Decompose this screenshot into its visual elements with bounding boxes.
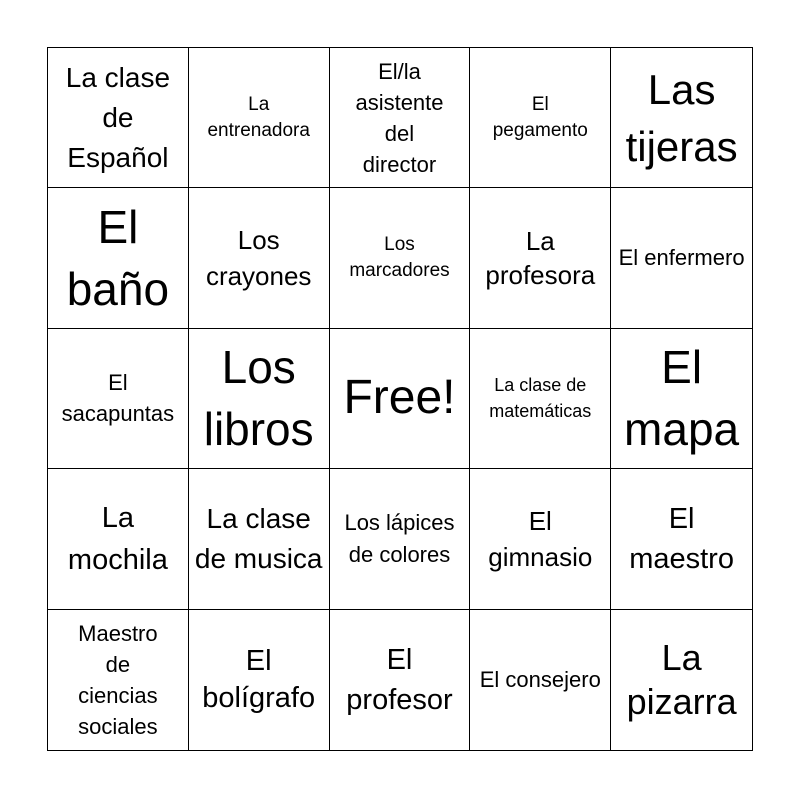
cell-label: La clase de musica xyxy=(194,502,323,574)
bingo-cell[interactable] xyxy=(48,329,189,469)
bingo-cell[interactable] xyxy=(611,48,752,188)
cell-label: El profesor xyxy=(346,643,453,716)
bingo-cell[interactable] xyxy=(48,469,189,609)
cell-label: El/la asistente del director xyxy=(355,58,444,177)
bingo-cell[interactable] xyxy=(330,329,471,469)
cell-label: El sacapuntas xyxy=(61,370,175,427)
bingo-cell[interactable] xyxy=(611,610,752,750)
cell-label: El mapa xyxy=(624,341,740,456)
bingo-cell[interactable] xyxy=(189,469,330,609)
bingo-cell[interactable] xyxy=(48,48,189,188)
cell-label: Los marcadores xyxy=(349,234,450,282)
cell-label: La mochila xyxy=(67,501,168,576)
bingo-cell[interactable] xyxy=(330,610,471,750)
cell-label: La profesora xyxy=(485,226,596,291)
cell-label: La entrenadora xyxy=(207,93,310,141)
cell-label: Las tijeras xyxy=(625,65,738,170)
cell-label: La pizarra xyxy=(626,636,737,722)
bingo-cell[interactable] xyxy=(330,48,471,188)
cell-label: El pegamento xyxy=(492,93,588,141)
bingo-cell[interactable] xyxy=(189,329,330,469)
bingo-cell[interactable] xyxy=(189,610,330,750)
cell-label: Los lápices de colores xyxy=(344,509,455,567)
bingo-cell[interactable] xyxy=(330,469,471,609)
bingo-cell[interactable] xyxy=(611,329,752,469)
bingo-cell[interactable] xyxy=(470,188,611,328)
cell-label: El maestro xyxy=(629,502,734,575)
bingo-cell[interactable] xyxy=(48,188,189,328)
bingo-cell[interactable] xyxy=(189,188,330,328)
bingo-cell[interactable] xyxy=(611,188,752,328)
cell-label: Los crayones xyxy=(205,225,312,292)
cell-label: La clase de matemáticas xyxy=(489,375,592,422)
cell-label: Maestro de ciencias sociales xyxy=(78,620,158,739)
cell-label: El bolígrafo xyxy=(202,644,316,714)
cell-label: El enfermero xyxy=(618,245,745,271)
cell-label: La clase de Español xyxy=(65,61,171,173)
bingo-cell[interactable] xyxy=(48,610,189,750)
bingo-cell[interactable] xyxy=(470,469,611,609)
cell-label: Free! xyxy=(343,371,456,425)
bingo-cell[interactable] xyxy=(189,48,330,188)
bingo-board xyxy=(47,47,753,751)
cell-label: El gimnasio xyxy=(488,505,593,572)
cell-label: El baño xyxy=(66,201,170,316)
bingo-cell[interactable] xyxy=(611,469,752,609)
bingo-cell[interactable] xyxy=(470,48,611,188)
cell-label: Los libros xyxy=(203,341,314,456)
bingo-cell[interactable] xyxy=(470,610,611,750)
cell-label: El consejero xyxy=(479,666,601,692)
bingo-cell[interactable] xyxy=(470,329,611,469)
bingo-cell[interactable] xyxy=(330,188,471,328)
